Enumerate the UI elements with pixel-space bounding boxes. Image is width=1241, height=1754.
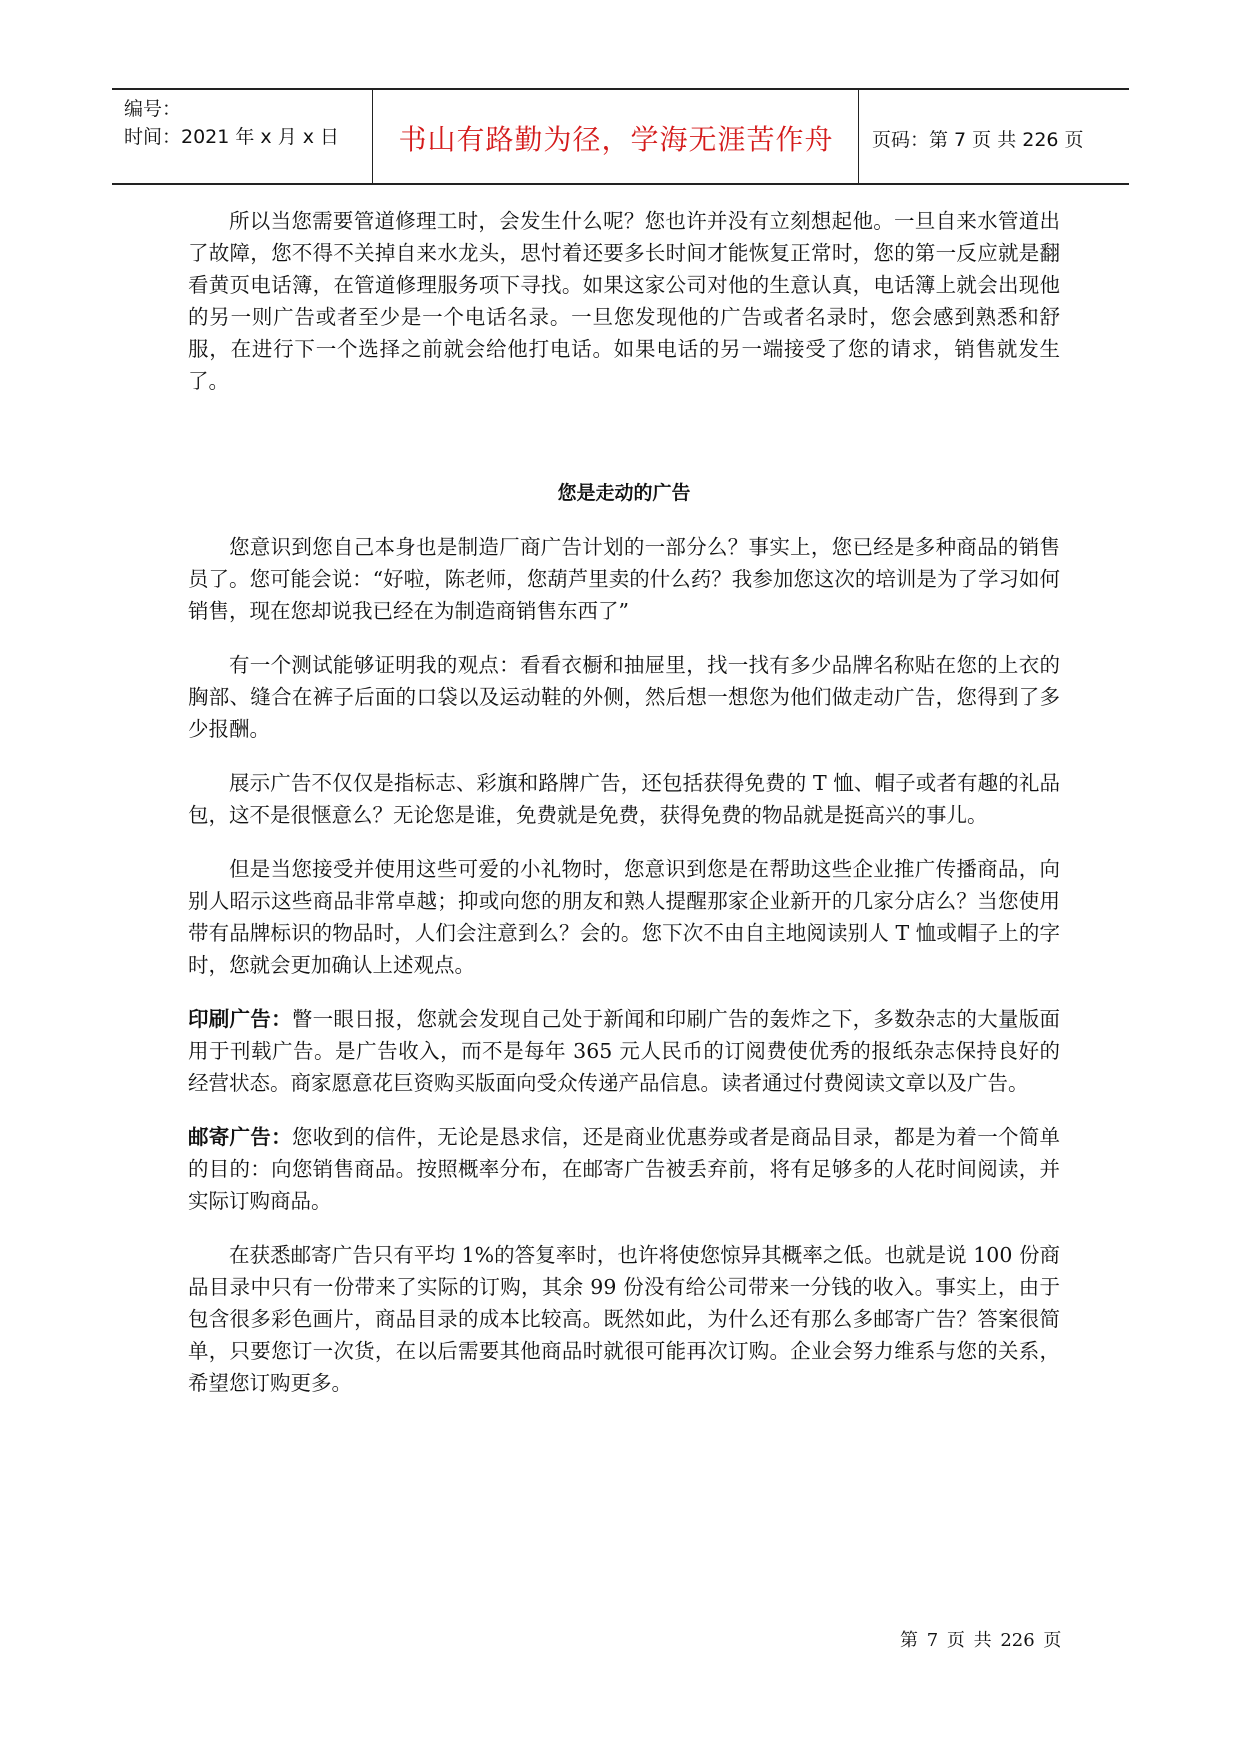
page-header — [112, 88, 1129, 185]
mail-ads-text: 您收到的信件，无论是恳求信，还是商业优惠券或者是商品目录，都是为着一个简单的目的：向您销售商品。按照概率分布，在邮寄广告被丢弃前，将有足够多的人花时间阅读，并实际订购商品。 — [188, 1125, 1061, 1213]
header-motto: 书山有路勤为径，学海无涯苦作舟 — [398, 123, 834, 156]
header-info-cell — [112, 90, 373, 183]
print-ads-text: 瞥一眼日报，您就会发现自己处于新闻和印刷广告的轰炸之下，多数杂志的大量版面用于刊载广告。是广告收入，而不是每年 365 元人民币的订阅费使优秀的报纸杂志保持良好的经营状态。商家愿意花巨资购买版面向受众传递产品信息。读者通过付费阅读文章以及广告。 — [188, 1007, 1061, 1095]
paragraph-gifts: 但是当您接受并使用这些可爱的小礼物时，您意识到您是在帮助这些企业推广传播商品，向别人昭示这些商品非常卓越；抑或向您的朋友和熟人提醒那家企业新开的几家分店么？当您使用带有品牌标识的物品时，人们会注意到么？会的。您下次不由自主地阅读别人 T 恤或帽子上的字时，您就会更加确认上述观点。 — [188, 857, 1060, 977]
paragraph-print-ads — [188, 1003, 1060, 1099]
mail-ads-label: 邮寄广告： — [188, 1125, 292, 1149]
print-ads-label: 印刷广告： — [188, 1007, 292, 1031]
page-footer: 第 7 页 共 226 页 — [900, 1630, 1062, 1651]
paragraph-mail-ads — [188, 1121, 1060, 1217]
document-number-label: 编号： — [124, 98, 182, 120]
document-body — [188, 205, 1060, 1399]
paragraph-response-rate: 在获悉邮寄广告只有平均 1%的答复率时，也许将使您惊异其概率之低。也就是说 100 份商品目录中只有一份带来了实际的订购，其余 99 份没有给公司带来一分钱的收入。事实上，由于包含很多彩色画片，商品目录的成本比较高。既然如此，为什么还有那么多邮寄广告？答案很简单，只要您订一次货，在以后需要其他商品时就很可能再次订购。企业会努力维系与您的关系，希望您订购更多。 — [188, 1243, 1060, 1395]
header-page-number: 页码：第 7 页 共 226 页 — [872, 129, 1084, 151]
paragraph-display-ads: 展示广告不仅仅是指标志、彩旗和路牌广告，还包括获得免费的 T 恤、帽子或者有趣的礼品包，这不是很惬意么？无论您是谁，免费就是免费，获得免费的物品就是挺高兴的事儿。 — [188, 771, 1060, 827]
header-page-cell — [860, 90, 1129, 183]
header-motto-cell — [374, 90, 859, 183]
section-heading: 您是走动的广告 — [557, 482, 691, 504]
paragraph-plumber: 所以当您需要管道修理工时，会发生什么呢？您也许并没有立刻想起他。一旦自来水管道出了故障，您不得不关掉自来水龙头，思忖着还要多长时间才能恢复正常时，您的第一反应就是翻看黄页电话簿，在管道修理服务项下寻找。如果这家公司对他的生意认真，电话簿上就会出现他的另一则广告或者至少是一个电话名录。一旦您发现他的广告或者名录时，您会感到熟悉和舒服，在进行下一个选择之前就会给他打电话。如果电话的另一端接受了您的请求，销售就发生了。 — [188, 209, 1060, 393]
paragraph-test: 有一个测试能够证明我的观点：看看衣橱和抽屉里，找一找有多少品牌名称贴在您的上衣的胸部、缝合在裤子后面的口袋以及运动鞋的外侧，然后想一想您为他们做走动广告，您得到了多少报酬。 — [188, 653, 1060, 741]
paragraph-walking-ad: 您意识到您自己本身也是制造厂商广告计划的一部分么？事实上，您已经是多种商品的销售员了。您可能会说：“好啦，陈老师，您葫芦里卖的什么药？我参加您这次的培训是为了学习如何销售，现在您却说我已经在为制造商销售东西了” — [188, 535, 1060, 623]
document-date-label: 时间：2021 年 x 月 x 日 — [124, 126, 340, 148]
